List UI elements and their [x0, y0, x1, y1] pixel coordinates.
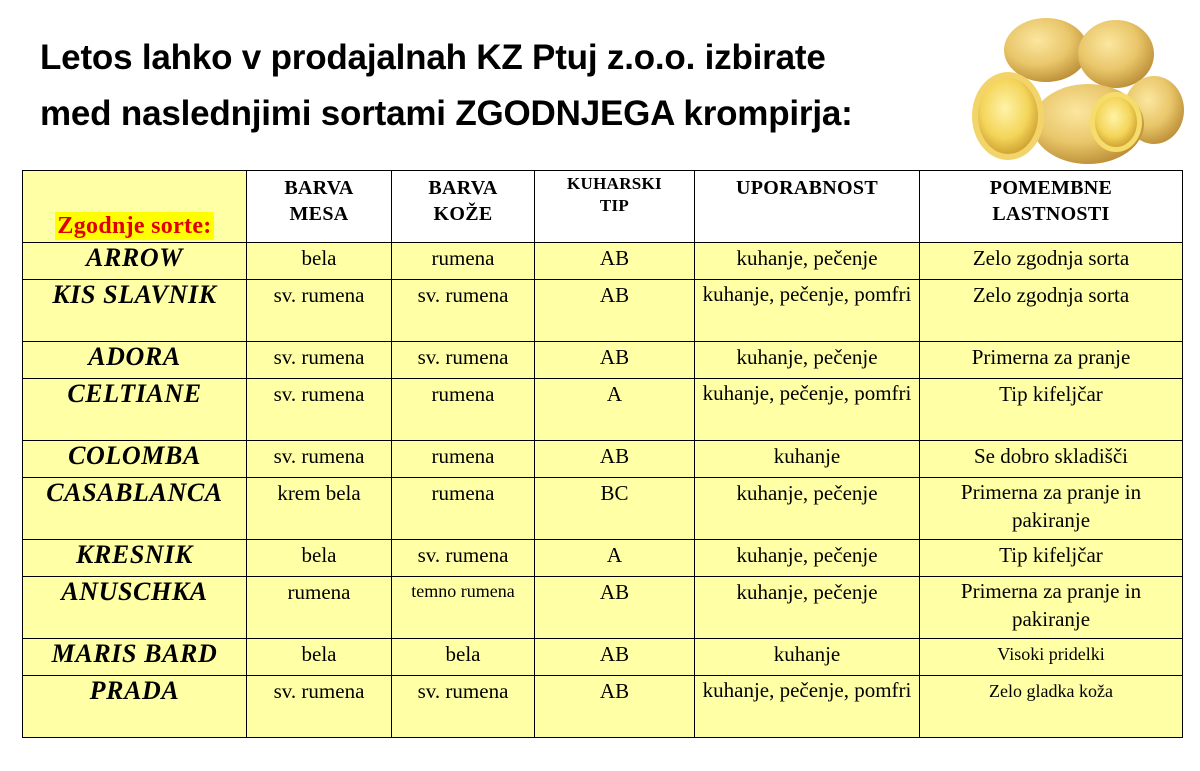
- cell-barva-koze: sv. rumena: [392, 676, 535, 738]
- table-row: [23, 342, 1183, 379]
- cell-uporabnost: kuhanje, pečenje, pomfri: [695, 379, 920, 441]
- variety-name: ARROW: [23, 243, 247, 280]
- cell-barva-mesa: sv. rumena: [247, 342, 392, 379]
- cell-barva-koze: sv. rumena: [392, 342, 535, 379]
- header-barva-mesa: [247, 171, 392, 243]
- title-line-2: med naslednjimi sortami ZGODNJEGA krompirja:: [40, 94, 853, 133]
- variety-name: KIS SLAVNIK: [23, 280, 247, 342]
- header-corner: [23, 171, 247, 243]
- cell-barva-mesa: sv. rumena: [247, 676, 392, 738]
- cell-uporabnost: kuhanje, pečenje: [695, 342, 920, 379]
- header-kuharski-tip: [535, 171, 695, 243]
- cell-uporabnost: kuhanje, pečenje: [695, 577, 920, 639]
- cell-kuharski-tip: AB: [535, 342, 695, 379]
- header-line: UPORABNOST: [736, 177, 878, 199]
- cell-uporabnost: kuhanje: [695, 639, 920, 676]
- table-row: [23, 441, 1183, 478]
- cell-barva-koze: rumena: [392, 478, 535, 540]
- cell-uporabnost: kuhanje, pečenje, pomfri: [695, 676, 920, 738]
- header-line: LASTNOSTI: [992, 203, 1110, 225]
- cell-barva-mesa: rumena: [247, 577, 392, 639]
- cell-barva-koze: bela: [392, 639, 535, 676]
- title-line-1: Letos lahko v prodajalnah KZ Ptuj z.o.o. izbirate: [40, 38, 826, 77]
- table-row: [23, 577, 1183, 639]
- cell-lastnosti: Visoki pridelki: [920, 639, 1183, 676]
- page-title: [40, 30, 980, 142]
- header-line: MESA: [289, 203, 349, 225]
- cell-barva-mesa: bela: [247, 639, 392, 676]
- cell-kuharski-tip: A: [535, 540, 695, 577]
- cell-uporabnost: kuhanje, pečenje: [695, 243, 920, 280]
- cell-barva-koze: sv. rumena: [392, 540, 535, 577]
- table-row: [23, 639, 1183, 676]
- cell-kuharski-tip: AB: [535, 243, 695, 280]
- potato-varieties-table: [22, 170, 1183, 738]
- variety-name: COLOMBA: [23, 441, 247, 478]
- cell-uporabnost: kuhanje, pečenje: [695, 478, 920, 540]
- cell-barva-koze: rumena: [392, 379, 535, 441]
- cell-barva-mesa: sv. rumena: [247, 379, 392, 441]
- cell-uporabnost: kuhanje: [695, 441, 920, 478]
- header-line: POMEMBNE: [989, 177, 1113, 199]
- table-row: [23, 540, 1183, 577]
- cell-uporabnost: kuhanje, pečenje: [695, 540, 920, 577]
- cell-lastnosti: Primerna za pranje in pakiranje: [920, 577, 1183, 639]
- header-row: [23, 171, 1183, 243]
- potatoes-image: [968, 6, 1186, 166]
- cell-barva-mesa: bela: [247, 540, 392, 577]
- header-line: BARVA: [284, 177, 354, 199]
- variety-name: ADORA: [23, 342, 247, 379]
- table-row: [23, 379, 1183, 441]
- variety-name: KRESNIK: [23, 540, 247, 577]
- corner-label: Zgodnje sorte:: [57, 213, 212, 239]
- header-line: KOŽE: [433, 203, 493, 225]
- cell-barva-koze: sv. rumena: [392, 280, 535, 342]
- cell-barva-koze: rumena: [392, 441, 535, 478]
- header-uporabnost: [695, 171, 920, 243]
- cell-barva-mesa: krem bela: [247, 478, 392, 540]
- table-row: [23, 478, 1183, 540]
- cell-barva-mesa: sv. rumena: [247, 280, 392, 342]
- variety-name: ANUSCHKA: [23, 577, 247, 639]
- cell-kuharski-tip: BC: [535, 478, 695, 540]
- cell-lastnosti: Zelo zgodnja sorta: [920, 243, 1183, 280]
- cell-barva-koze: temno rumena: [392, 577, 535, 639]
- header-pomembne-lastnosti: [920, 171, 1183, 243]
- variety-name: CASABLANCA: [23, 478, 247, 540]
- cell-lastnosti: Tip kifeljčar: [920, 379, 1183, 441]
- cell-kuharski-tip: AB: [535, 676, 695, 738]
- cell-kuharski-tip: A: [535, 379, 695, 441]
- cell-barva-mesa: bela: [247, 243, 392, 280]
- cell-lastnosti: Primerna za pranje in pakiranje: [920, 478, 1183, 540]
- header-line: KUHARSKI: [567, 174, 662, 193]
- cell-kuharski-tip: AB: [535, 441, 695, 478]
- cell-lastnosti: Zelo zgodnja sorta: [920, 280, 1183, 342]
- header-barva-koze: [392, 171, 535, 243]
- cell-kuharski-tip: AB: [535, 280, 695, 342]
- table-row: [23, 676, 1183, 738]
- cell-lastnosti: Tip kifeljčar: [920, 540, 1183, 577]
- table-row: [23, 243, 1183, 280]
- cell-kuharski-tip: AB: [535, 577, 695, 639]
- cell-lastnosti: Se dobro skladišči: [920, 441, 1183, 478]
- variety-name: MARIS BARD: [23, 639, 247, 676]
- cell-uporabnost: kuhanje, pečenje, pomfri: [695, 280, 920, 342]
- cell-barva-koze: rumena: [392, 243, 535, 280]
- header-line: BARVA: [428, 177, 498, 199]
- variety-name: CELTIANE: [23, 379, 247, 441]
- variety-name: PRADA: [23, 676, 247, 738]
- header-line: TIP: [599, 196, 630, 215]
- cell-lastnosti: Primerna za pranje: [920, 342, 1183, 379]
- table-row: [23, 280, 1183, 342]
- cell-kuharski-tip: AB: [535, 639, 695, 676]
- cell-lastnosti: Zelo gladka koža: [920, 676, 1183, 738]
- cell-barva-mesa: sv. rumena: [247, 441, 392, 478]
